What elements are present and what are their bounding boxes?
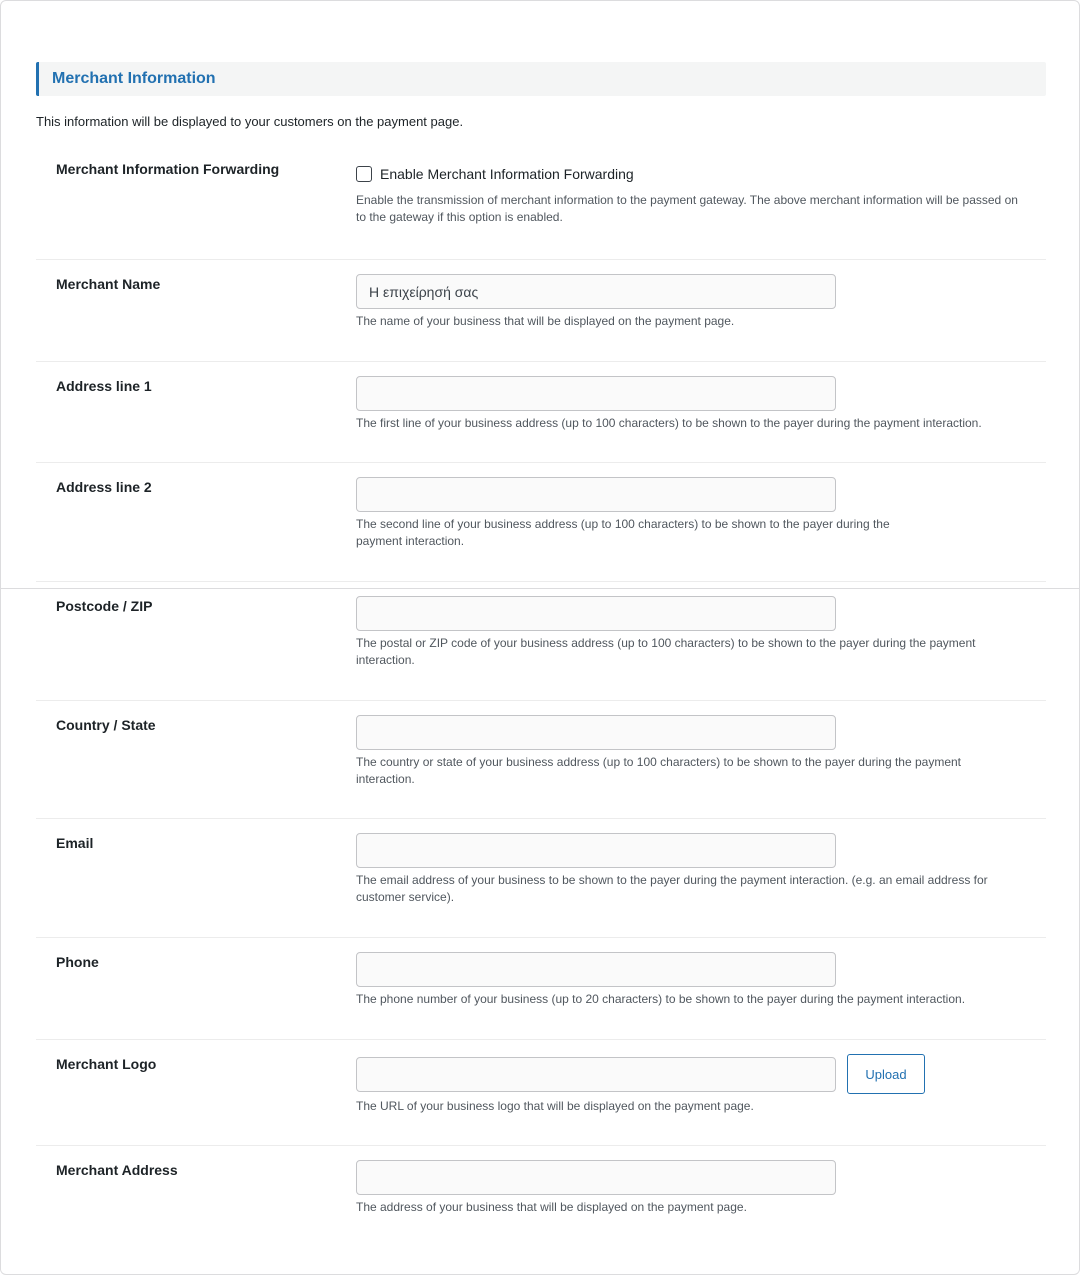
row-merchant-name [36,260,1046,362]
phone-label: Phone [56,954,99,970]
merchant-name-label: Merchant Name [56,276,161,292]
address-line-2-help: The second line of your business address (up to 100 characters) to be shown to the payer during the payment interaction. [356,517,890,548]
row-country-state [36,701,1046,819]
merchant-name-help: The name of your business that will be displayed on the payment page. [356,314,735,328]
address-line-1-input[interactable] [356,376,836,411]
row-postcode [36,582,1046,701]
row-merchant-logo [36,1040,1046,1146]
email-field [356,833,1021,906]
row-merchant-forwarding [36,149,1046,260]
merchant-logo-input-group [356,1054,1026,1094]
country-state-help: The country or state of your business address (up to 100 characters) to be shown to the payer during the payment interaction. [356,755,962,786]
row-address-line-1 [36,362,1046,463]
merchant-address-input[interactable] [356,1160,836,1195]
address-line-1-help: The first line of your business address (up to 100 characters) to be shown to the payer during the payment interaction. [356,416,982,430]
merchant-address-label: Merchant Address [56,1162,178,1178]
merchant-forwarding-checkbox[interactable] [356,166,372,182]
upload-button[interactable]: Upload [847,1054,925,1094]
row-email [36,819,1046,938]
phone-field [356,952,1036,1008]
merchant-logo-help: The URL of your business logo that will be displayed on the payment page. [356,1099,754,1113]
section-description: This information will be displayed to your customers on the payment page. [36,114,464,129]
merchant-name-field [356,274,1026,330]
postcode-input[interactable] [356,596,836,631]
row-address-line-2 [36,463,1046,582]
email-input[interactable] [356,833,836,868]
section-title: Merchant Information [52,70,216,87]
merchant-address-help: The address of your business that will be displayed on the payment page. [356,1200,747,1214]
address-line-2-label: Address line 2 [56,479,152,495]
country-state-input[interactable] [356,715,836,750]
merchant-forwarding-help: Enable the transmission of merchant information to the payment gateway. The above merchant information will be passed on to the gateway if this option is enabled. [356,193,1018,224]
address-line-2-input[interactable] [356,477,836,512]
address-line-2-field [356,477,936,550]
merchant-forwarding-checkbox-line[interactable] [356,164,1026,184]
merchant-address-field [356,1160,1026,1216]
merchant-logo-field [356,1054,1026,1115]
merchant-forwarding-label: Merchant Information Forwarding [56,161,280,177]
email-label: Email [56,835,94,851]
phone-input[interactable] [356,952,836,987]
row-phone [36,938,1046,1040]
phone-help: The phone number of your business (up to 20 characters) to be shown to the payer during the payment interaction. [356,992,966,1006]
merchant-logo-input[interactable] [356,1057,836,1092]
address-line-1-label: Address line 1 [56,378,152,394]
country-state-label: Country / State [56,717,156,733]
email-help: The email address of your business to be shown to the payer during the payment interaction. (e.g. an email address for customer service). [356,873,988,904]
country-state-field [356,715,966,788]
merchant-forwarding-checkbox-label[interactable]: Enable Merchant Information Forwarding [380,166,634,182]
row-merchant-address [36,1146,1046,1246]
postcode-label: Postcode / ZIP [56,598,153,614]
address-line-1-field [356,376,1036,432]
section-header [36,62,1046,96]
postcode-field [356,596,976,669]
postcode-help: The postal or ZIP code of your business address (up to 100 characters) to be shown to the payer during the payment interaction. [356,636,976,667]
merchant-name-input[interactable] [356,274,836,309]
merchant-logo-label: Merchant Logo [56,1056,157,1072]
merchant-forwarding-field [356,164,1026,226]
